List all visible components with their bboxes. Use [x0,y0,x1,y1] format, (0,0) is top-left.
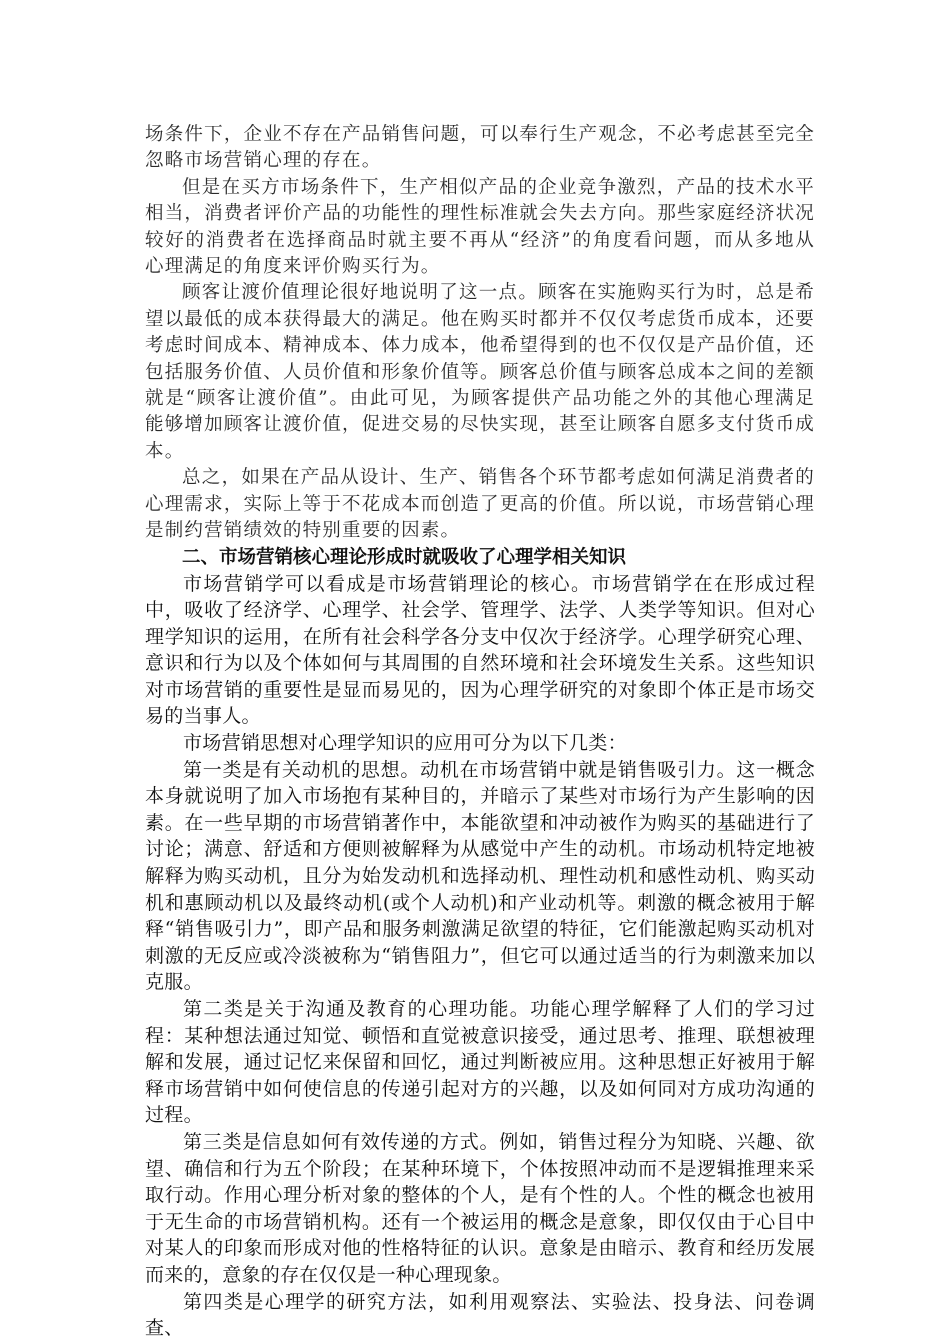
paragraph-customer-value: 顾客让渡价值理论很好地说明了这一点。顾客在实施购买行为时，总是希望以最低的成本获得最大的满足。他在购买时都并不仅仅考虑货币成本，还要考虑时间成本、精神成本、体力成本，他希望得到的也不仅仅是产品价值，还包括服务价值、人员价值和形象价值等。顾客总价值与顾客总成本之间的差额就是“顾客让渡价值”。由此可见，为顾客提供产品功能之外的其他心理满足能够增加顾客让渡价值，促进交易的尽快实现，甚至让顾客自愿多支付货币成本。 [145,282,815,462]
paragraph-categories-intro: 市场营销思想对心理学知识的应用可分为以下几类： [183,732,627,755]
document-page [145,122,815,1342]
paragraph-category-4: 第四类是心理学的研究方法，如利用观察法、实验法、投身法、问卷调查、 [145,1290,815,1340]
paragraph-category-1: 第一类是有关动机的思想。动机在市场营销中就是销售吸引力。这一概念本身就说明了加入市场抱有某种目的，并暗示了某些对市场行为产生影响的因素。在一些早期的市场营销著作中，本能欲望和冲动被作为购买的基础进行了讨论；满意、舒适和方便则被解释为从感觉中产生的动机。市场动机特定地被解释为购买动机，且分为始发动机和选择动机、理性动机和感性动机、购买动机和惠顾动机以及最终动机(或个人动机)和产业动机等。刺激的概念被用于解释“销售吸引力”，即产品和服务刺激满足欲望的特征，它们能激起购买动机对刺激的无反应或冷淡被称为“销售阻力”，但它可以通过适当的行为刺激来加以克服。 [145,758,815,994]
paragraph-category-2: 第二类是关于沟通及教育的心理功能。功能心理学解释了人们的学习过程：某种想法通过知觉、顿悟和直觉被意识接受，通过思考、推理、联想被理解和发展，通过记忆来保留和回忆，通过判断被应用。这种思想正好被用于解释市场营销中如何使信息的传递引起对方的兴趣，以及如何同对方成功沟通的过程。 [145,998,815,1127]
paragraph-continuation: 场条件下，企业不存在产品销售问题，可以奉行生产观念，不必考虑甚至完全忽略市场营销心理的存在。 [145,124,815,172]
section-heading: 二、市场营销核心理论形成时就吸收了心理学相关知识 [182,546,627,568]
paragraph-buyers-market: 但是在买方市场条件下，生产相似产品的企业竞争激烈，产品的技术水平相当，消费者评价产品的功能性的理性标准就会失去方向。那些家庭经济状况较好的消费者在选择商品时就主要不再从“经济”的角度看问题，而从多地从心理满足的角度来评价购买行为。 [145,176,815,278]
paragraph-category-3: 第三类是信息如何有效传递的方式。例如，销售过程分为知晓、兴趣、欲望、确信和行为五个阶段；在某种环境下，个体按照冲动而不是逻辑推理来采取行动。作用心理分析对象的整体的个人，是有个性的人。个性的概念也被用于无生命的市场营销机构。还有一个被运用的概念是意象，即仅仅由于心目中对某人的印象而形成对他的性格特征的认识。意象是由暗示、教育和经历发展而来的，意象的存在仅仅是一种心理现象。 [145,1130,815,1286]
paragraph-marketing-core: 市场营销学可以看成是市场营销理论的核心。市场营销学在在形成过程中，吸收了经济学、心理学、社会学、管理学、法学、人类学等知识。但对心理学知识的运用，在所有社会科学各分支中仅次于经济学。心理学研究心理、意识和行为以及个体如何与其周围的自然环境和社会环境发生关系。这些知识对市场营销的重要性是显而易见的，因为心理学研究的对象即个体正是市场交易的当事人。 [145,572,815,728]
paragraph-summary: 总之，如果在产品从设计、生产、销售各个环节都考虑如何满足消费者的心理需求，实际上等于不花成本而创造了更高的价值。所以说，市场营销心理是制约营销绩效的特别重要的因素。 [145,467,815,542]
